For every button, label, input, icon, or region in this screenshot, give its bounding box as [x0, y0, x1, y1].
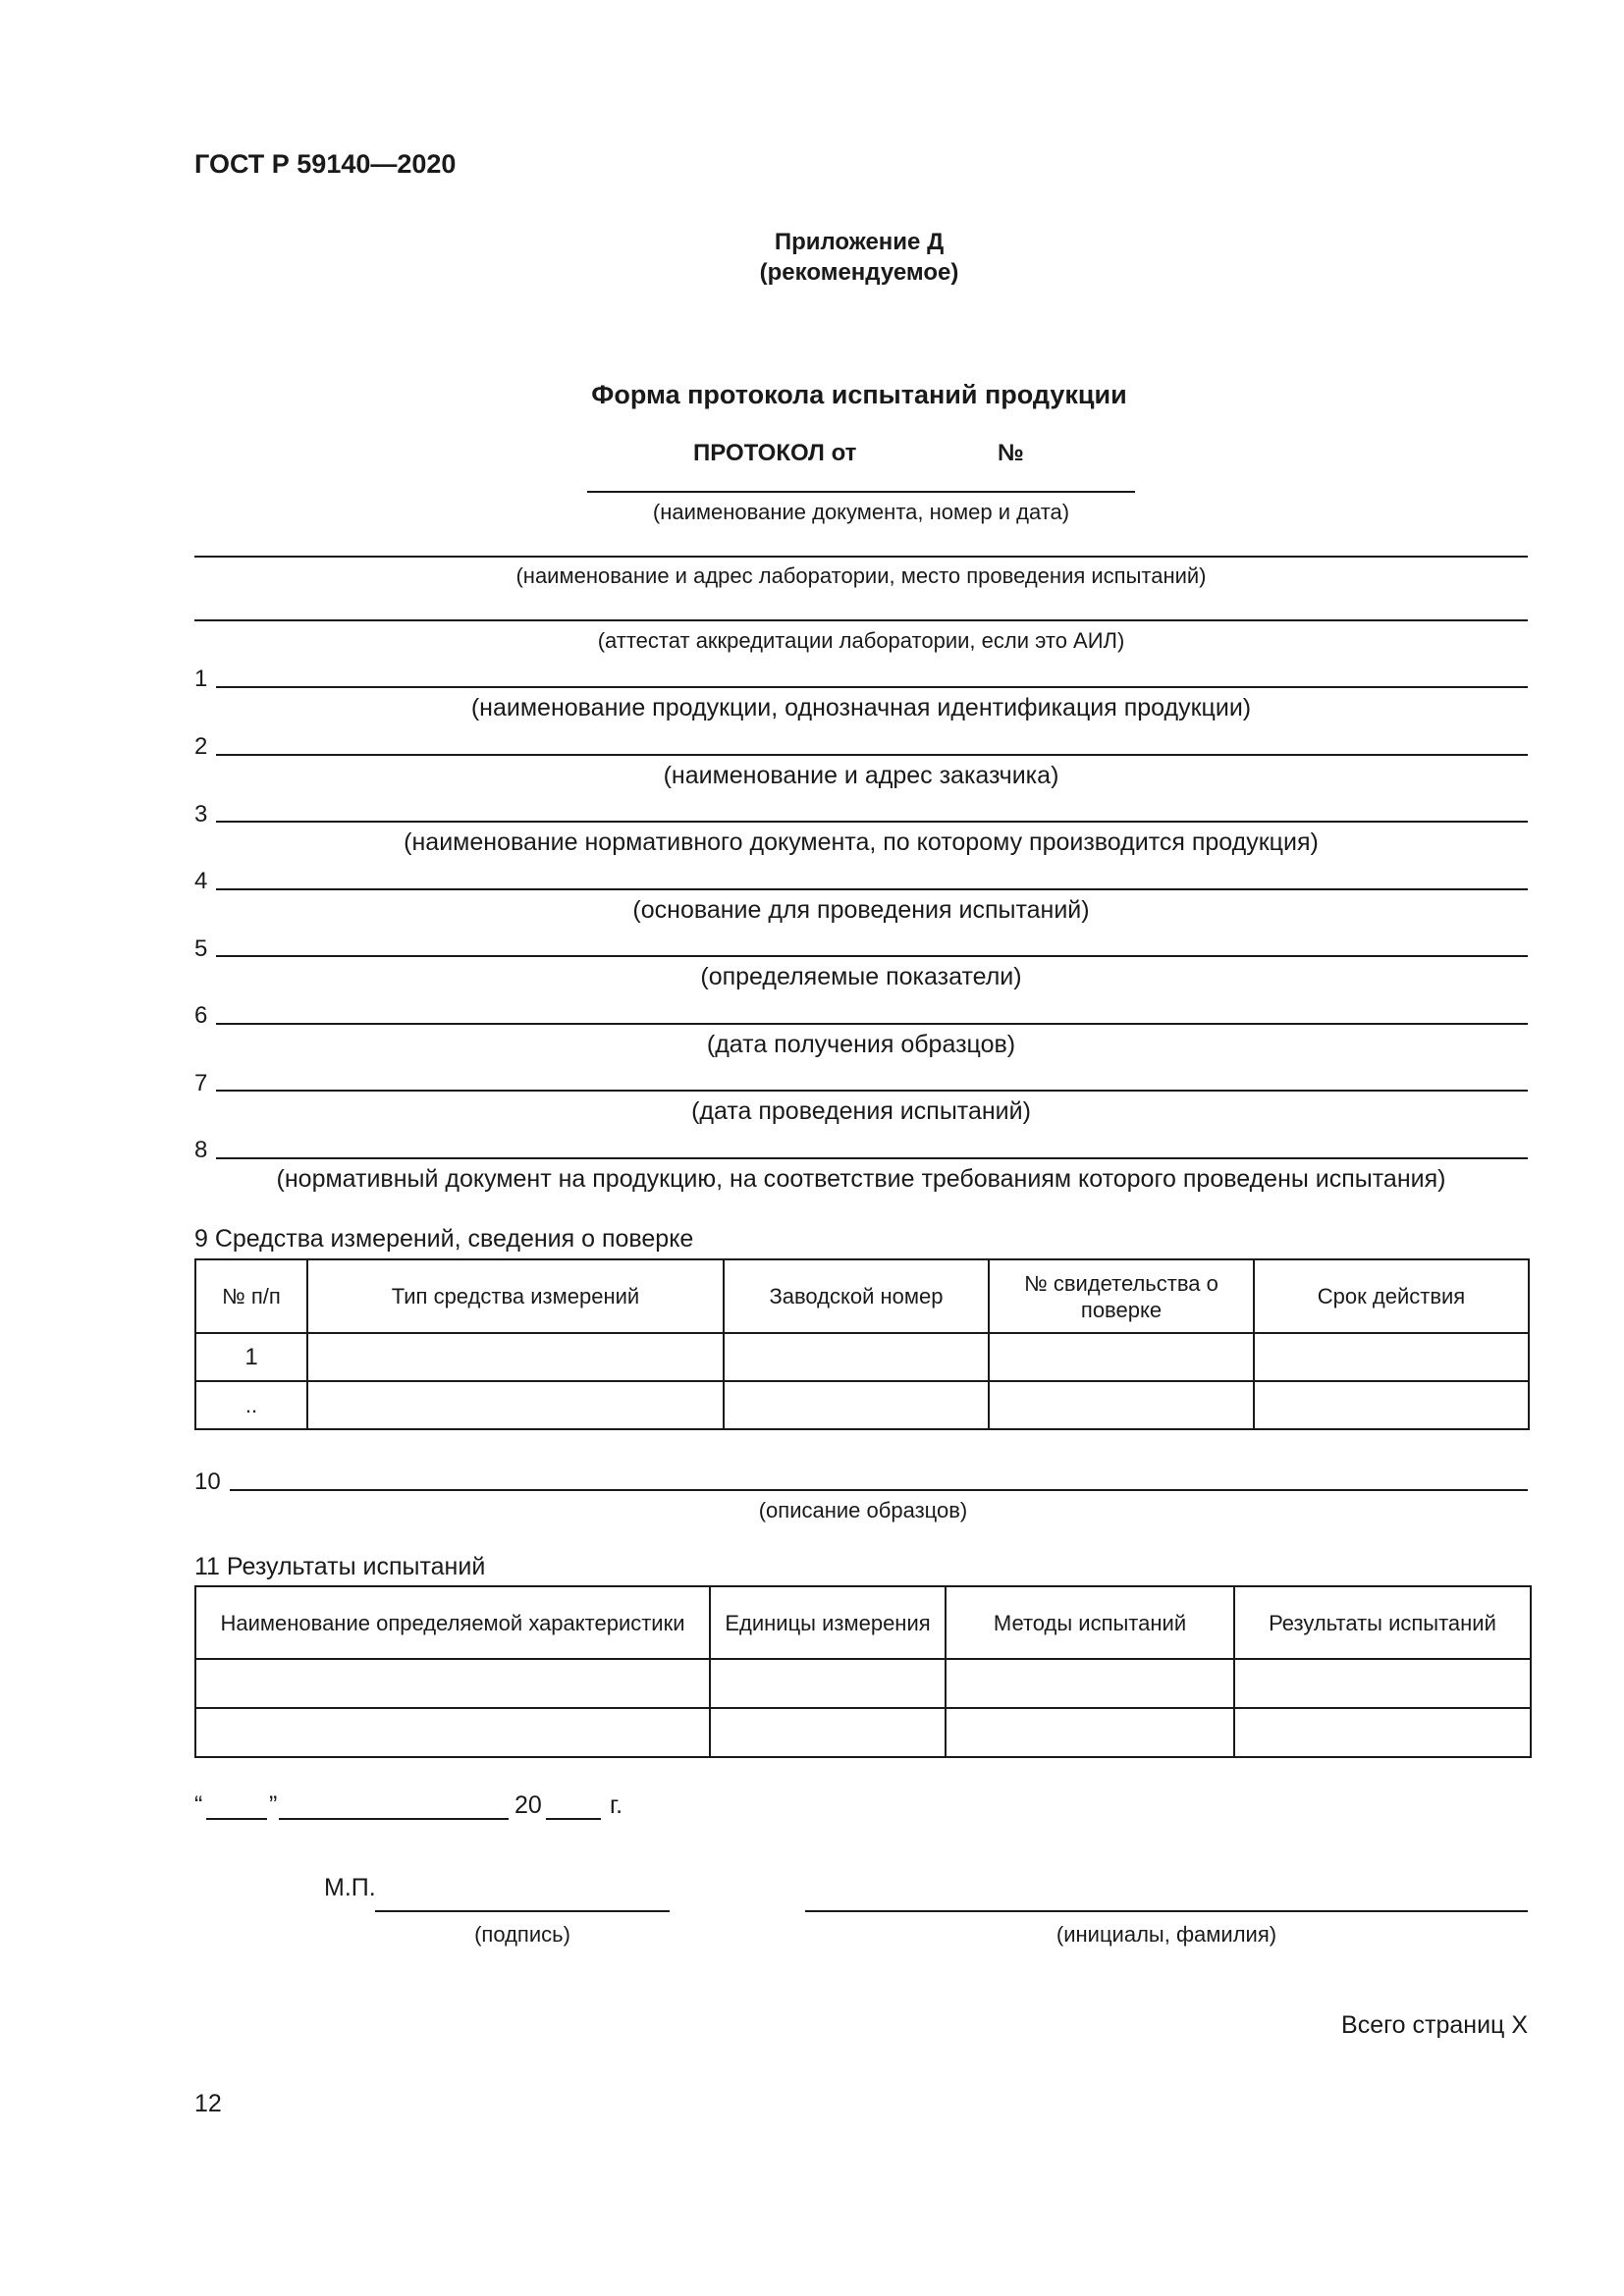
table-cell: [1254, 1333, 1529, 1381]
column-header: Единицы измерения: [710, 1586, 946, 1659]
item-caption: (нормативный документ на продукцию, на соответствие требованиям которого проведены испытания): [276, 1165, 1446, 1193]
signature-caption: (подпись): [474, 1922, 570, 1947]
item-number: 8: [194, 1137, 208, 1163]
item-caption: (дата получения образцов): [706, 1031, 1016, 1058]
column-header: Результаты испытаний: [1234, 1586, 1531, 1659]
column-header: Заводской номер: [724, 1259, 989, 1333]
instruments-heading: 9 Средства измерений, сведения о поверке: [194, 1225, 694, 1253]
table-cell: [710, 1659, 946, 1708]
table-row: [195, 1708, 1531, 1757]
table-row: [195, 1381, 1529, 1429]
name-caption: (инициалы, фамилия): [1056, 1922, 1277, 1947]
accreditation-caption: (аттестат аккредитации лаборатории, если это АИЛ): [597, 628, 1125, 653]
column-header: № свидетельства о поверке: [989, 1259, 1254, 1333]
day-blank: [206, 1818, 267, 1820]
standard-designation: ГОСТ Р 59140—2020: [194, 149, 457, 179]
item-number: 4: [194, 868, 208, 894]
table-cell: [307, 1333, 724, 1381]
samples-number: 10: [194, 1468, 221, 1495]
item-caption: (определяемые показатели): [700, 963, 1022, 990]
column-header: Методы испытаний: [946, 1586, 1234, 1659]
item-number: 2: [194, 733, 208, 760]
item-number: 1: [194, 666, 208, 692]
table-cell: [195, 1708, 710, 1757]
signature-line: [375, 1910, 670, 1912]
date-open-quote: “: [194, 1791, 203, 1819]
lab-caption: (наименование и адрес лаборатории, место проведения испытаний): [515, 563, 1207, 588]
item-caption: (наименование нормативного документа, по которому производится продукция): [404, 828, 1319, 856]
table-cell: [946, 1659, 1234, 1708]
table-row: [195, 1333, 1529, 1381]
item-caption: (наименование продукции, однозначная идентификация продукции): [470, 694, 1252, 721]
date-close-quote: ”: [269, 1791, 278, 1819]
column-header: Срок действия: [1254, 1259, 1529, 1333]
column-header: № п/п: [195, 1259, 307, 1333]
item-number: 5: [194, 935, 208, 962]
table-row: [195, 1659, 1531, 1708]
accreditation-line: [194, 619, 1528, 621]
number-sign: №: [998, 440, 1024, 466]
table-header-row: [195, 1259, 1529, 1333]
table-cell: [195, 1659, 710, 1708]
doc-caption: (наименование документа, номер и дата): [652, 500, 1070, 524]
item-line: [216, 888, 1528, 890]
protocol-label: ПРОТОКОЛ от: [693, 440, 857, 466]
form-title: Форма протокола испытаний продукции: [591, 380, 1127, 409]
table-cell: [1234, 1659, 1531, 1708]
table-cell: 1: [195, 1333, 307, 1381]
item-caption: (дата проведения испытаний): [691, 1097, 1031, 1125]
table-cell: ..: [195, 1381, 307, 1429]
item-line: [216, 686, 1528, 688]
item-line: [216, 1157, 1528, 1159]
results-heading: 11 Результаты испытаний: [194, 1553, 486, 1580]
samples-caption: (описание образцов): [758, 1498, 968, 1522]
item-number: 3: [194, 801, 208, 828]
year-suffix: г.: [610, 1791, 623, 1819]
page-number: 12: [194, 2090, 222, 2117]
item-caption: (основание для проведения испытаний): [632, 896, 1090, 924]
item-line: [216, 955, 1528, 957]
results-table: [194, 1585, 1532, 1758]
table-cell: [724, 1333, 989, 1381]
appendix-status: (рекомендуемое): [759, 259, 959, 286]
instruments-table: [194, 1258, 1530, 1430]
doc-line: [587, 491, 1135, 493]
item-caption: (наименование и адрес заказчика): [663, 762, 1059, 789]
lab-line: [194, 556, 1528, 558]
item-line: [216, 1023, 1528, 1025]
month-blank: [279, 1818, 509, 1820]
table-header-row: [195, 1586, 1531, 1659]
table-cell: [1234, 1708, 1531, 1757]
name-line: [805, 1910, 1528, 1912]
table-cell: [307, 1381, 724, 1429]
item-number: 7: [194, 1070, 208, 1096]
stamp-label: М.П.: [324, 1874, 376, 1901]
samples-line: [230, 1489, 1528, 1491]
total-pages: Всего страниц Х: [1341, 2011, 1528, 2039]
table-cell: [989, 1381, 1254, 1429]
year-prefix: 20: [514, 1791, 542, 1819]
item-number: 6: [194, 1002, 208, 1029]
year-blank: [546, 1818, 601, 1820]
table-cell: [946, 1708, 1234, 1757]
table-cell: [724, 1381, 989, 1429]
column-header: Тип средства измерений: [307, 1259, 724, 1333]
table-cell: [989, 1333, 1254, 1381]
appendix-title: Приложение Д: [774, 229, 945, 255]
table-cell: [1254, 1381, 1529, 1429]
item-line: [216, 1090, 1528, 1092]
item-line: [216, 821, 1528, 823]
table-cell: [710, 1708, 946, 1757]
column-header: Наименование определяемой характеристики: [195, 1586, 710, 1659]
item-line: [216, 754, 1528, 756]
